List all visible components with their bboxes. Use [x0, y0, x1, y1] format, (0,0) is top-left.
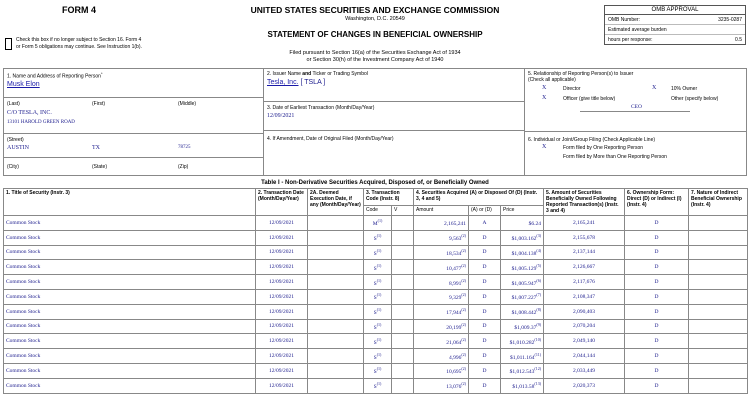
transaction-v: [392, 319, 414, 334]
table-title: Table I - Non-Derivative Securities Acquired, Disposed of, or Beneficially Owned: [261, 180, 489, 186]
transaction-price: $1,003.162$^{(3)}$: [501, 230, 544, 245]
officer-title-underline: [580, 111, 690, 112]
security-title: Common Stock: [4, 260, 256, 275]
officer-label: Officer (give title below): [563, 96, 616, 102]
amount-owned: 2,108,347: [544, 289, 625, 304]
transaction-code: $S^{(1)}$: [364, 334, 392, 349]
transaction-date: 12/09/2021: [256, 275, 308, 290]
owner-label: 10% Owner: [671, 86, 698, 92]
relationship-label: 5. Relationship of Reporting Person(s) to Issuer: [528, 71, 634, 77]
acquired-or-disposed: D: [469, 304, 501, 319]
transaction-amount: 10,695$^{(2)}$: [414, 363, 469, 378]
nature-indirect: [689, 289, 748, 304]
nature-indirect: [689, 230, 748, 245]
table-row: [4, 378, 748, 393]
security-title: Common Stock: [4, 304, 256, 319]
other-label: Other (specify below): [671, 96, 719, 102]
divider: [4, 97, 263, 98]
transaction-code: $S^{(1)}$: [364, 289, 392, 304]
transaction-amount: 18,534$^{(2)}$: [414, 245, 469, 260]
address-line-1: C/O TESLA, INC.: [7, 110, 52, 116]
omb-label: OMB Number:: [608, 16, 640, 23]
transaction-v: [392, 275, 414, 290]
table-row: [4, 289, 748, 304]
deemed-execution-date: [308, 289, 364, 304]
header-amount-owned: 5. Amount of Securities Beneficially Owned Following Reported Transaction(s) (Instr. 3 and 4): [544, 189, 625, 216]
amendment-label: 4. If Amendment, Date of Original Filed (Month/Day/Year): [267, 136, 394, 142]
last-label: (Last): [7, 101, 20, 107]
transaction-amount: 17,944$^{(2)}$: [414, 304, 469, 319]
section16-checkbox[interactable]: [5, 38, 12, 50]
header-nature-indirect: 7. Nature of Indirect Beneficial Ownership (Instr. 4): [689, 189, 748, 216]
city-value: AUSTIN: [7, 145, 29, 151]
security-title: Common Stock: [4, 230, 256, 245]
ownership-form: D: [625, 378, 689, 393]
ownership-form: D: [625, 260, 689, 275]
transaction-v: [392, 349, 414, 364]
divider: [4, 157, 263, 158]
header-price: Price: [501, 205, 544, 215]
omb-label: hours per response:: [608, 36, 653, 43]
nature-indirect: [689, 363, 748, 378]
table-row: [4, 349, 748, 364]
omb-value: 3235-0287: [718, 16, 742, 23]
deemed-execution-date: [308, 230, 364, 245]
omb-title: OMB APPROVAL: [605, 6, 745, 15]
ownership-form: D: [625, 363, 689, 378]
deemed-execution-date: [308, 319, 364, 334]
omb-label: Estimated average burden: [608, 26, 667, 33]
acquired-or-disposed: D: [469, 349, 501, 364]
earliest-transaction-box: [263, 101, 525, 131]
transaction-amount: 10,477$^{(2)}$: [414, 260, 469, 275]
ownership-form: D: [625, 230, 689, 245]
city-label: (City): [7, 164, 19, 170]
nature-indirect: [689, 304, 748, 319]
transaction-price: $6.24: [501, 216, 544, 231]
reporting-person-box: [3, 68, 264, 176]
transaction-amount: 9,563$^{(2)}$: [414, 230, 469, 245]
ownership-form: D: [625, 349, 689, 364]
acquired-or-disposed: A: [469, 216, 501, 231]
form-number: FORM 4: [62, 5, 97, 15]
table-row: [4, 363, 748, 378]
transaction-code: $S^{(1)}$: [364, 378, 392, 393]
acquired-or-disposed: D: [469, 260, 501, 275]
transaction-v: [392, 289, 414, 304]
state-value: TX: [92, 145, 100, 151]
transaction-date: 12/09/2021: [256, 245, 308, 260]
issuer-ticker: [ TSLA ]: [300, 79, 326, 86]
transaction-date: 12/09/2021: [256, 334, 308, 349]
officer-title: CEO: [631, 104, 642, 110]
acquired-or-disposed: D: [469, 245, 501, 260]
transaction-amount: 9,329$^{(2)}$: [414, 289, 469, 304]
header-transaction-date: 2. Transaction Date (Month/Day/Year): [256, 189, 308, 216]
ownership-form: D: [625, 319, 689, 334]
transaction-amount: 2,165,241: [414, 216, 469, 231]
transaction-v: [392, 245, 414, 260]
first-label: (First): [92, 101, 106, 107]
ownership-form: D: [625, 304, 689, 319]
transaction-v: [392, 230, 414, 245]
header-amount: Amount: [414, 205, 469, 215]
omb-value: 0.5: [735, 36, 742, 43]
deemed-execution-date: [308, 304, 364, 319]
security-title: Common Stock: [4, 363, 256, 378]
issuer-label: 2. Issuer Name and Ticker or Trading Symbol: [267, 71, 368, 77]
filed-line-2: or Section 30(h) of the Investment Company Act of 1940: [306, 57, 444, 63]
transaction-date: 12/09/2021: [256, 260, 308, 275]
table-row: [4, 304, 748, 319]
transaction-amount: 4,996$^{(2)}$: [414, 349, 469, 364]
table-row: [4, 275, 748, 290]
statement-title: STATEMENT OF CHANGES IN BENEFICIAL OWNERSHIP: [267, 30, 483, 39]
ownership-form: D: [625, 334, 689, 349]
earliest-transaction-date: 12/09/2021: [267, 113, 295, 119]
omb-row: [605, 35, 745, 44]
ownership-form: D: [625, 216, 689, 231]
security-title: Common Stock: [4, 334, 256, 349]
table-row: [4, 245, 748, 260]
security-title: Common Stock: [4, 349, 256, 364]
transaction-amount: 21,064$^{(2)}$: [414, 334, 469, 349]
security-title: Common Stock: [4, 319, 256, 334]
zip-label: (Zip): [178, 164, 189, 170]
amount-owned: 2,090,403: [544, 304, 625, 319]
address-line-2: 13101 HAROLD GREEN ROAD: [7, 120, 75, 125]
transaction-v: [392, 260, 414, 275]
deemed-execution-date: [308, 245, 364, 260]
amount-owned: 2,155,678: [544, 230, 625, 245]
nature-indirect: [689, 349, 748, 364]
section16-text: Check this box if no longer subject to Section 16. Form 4 or Form 5 obligations may continue. See Instruction 1(b).: [16, 37, 142, 50]
transaction-price: $1,004.138$^{(4)}$: [501, 245, 544, 260]
transaction-price: $1,008.442$^{(8)}$: [501, 304, 544, 319]
middle-label: (Middle): [178, 101, 197, 107]
transaction-code: $S^{(1)}$: [364, 245, 392, 260]
transaction-v: [392, 378, 414, 393]
transaction-code: $S^{(1)}$: [364, 230, 392, 245]
header-code: Code: [364, 205, 392, 215]
transaction-code: $S^{(1)}$: [364, 304, 392, 319]
omb-row: [605, 15, 745, 25]
header-transaction-code: 3. Transaction Code (Instr. 8): [364, 189, 414, 206]
non-derivative-table: [3, 188, 748, 394]
ownership-form: D: [625, 289, 689, 304]
omb-row: [605, 25, 745, 35]
table-row: [4, 260, 748, 275]
filing-label: 6. Individual or Joint/Group Filing (Check Applicable Line): [528, 137, 656, 143]
reporting-person-label: 1. Name and Address of Reporting Person*: [7, 71, 103, 80]
transaction-code: $S^{(1)}$: [364, 260, 392, 275]
header-title-of-security: 1. Title of Security (Instr. 3): [4, 189, 256, 216]
acquired-or-disposed: D: [469, 378, 501, 393]
multi-person-label: Form filed by More than One Reporting Person: [563, 154, 667, 160]
earliest-transaction-label: 3. Date of Earliest Transaction (Month/Day/Year): [267, 105, 375, 111]
amount-owned: 2,070,204: [544, 319, 625, 334]
one-person-label: Form filed by One Reporting Person: [563, 145, 644, 151]
transaction-date: 12/09/2021: [256, 304, 308, 319]
transaction-amount: 8,991$^{(2)}$: [414, 275, 469, 290]
relationship-sublabel: (Check all applicable): [528, 77, 576, 83]
one-person-mark[interactable]: X: [542, 144, 547, 150]
acquired-or-disposed: D: [469, 363, 501, 378]
amount-owned: 2,137,144: [544, 245, 625, 260]
table-body: [4, 216, 748, 394]
transaction-price: $1,010.282$^{(10)}$: [501, 334, 544, 349]
amount-owned: 2,049,140: [544, 334, 625, 349]
deemed-execution-date: [308, 378, 364, 393]
acquired-or-disposed: D: [469, 319, 501, 334]
street-label: (Street): [7, 137, 24, 143]
amount-owned: 2,165,241: [544, 216, 625, 231]
transaction-price: $1,011.164$^{(11)}$: [501, 349, 544, 364]
transaction-v: [392, 216, 414, 231]
table-row: [4, 216, 748, 231]
agency-name: UNITED STATES SECURITIES AND EXCHANGE COMMISSION: [250, 5, 500, 15]
table-row: [4, 230, 748, 245]
state-label: (State): [92, 164, 108, 170]
acquired-or-disposed: D: [469, 275, 501, 290]
security-title: Common Stock: [4, 245, 256, 260]
officer-mark[interactable]: X: [542, 95, 547, 101]
ownership-form: D: [625, 275, 689, 290]
owner-mark[interactable]: X: [652, 85, 657, 91]
nature-indirect: [689, 334, 748, 349]
ownership-form: D: [625, 245, 689, 260]
deemed-execution-date: [308, 363, 364, 378]
security-title: Common Stock: [4, 378, 256, 393]
acquired-or-disposed: D: [469, 289, 501, 304]
transaction-date: 12/09/2021: [256, 289, 308, 304]
transaction-price: $1,013.58$^{(13)}$: [501, 378, 544, 393]
transaction-amount: 20,199$^{(2)}$: [414, 319, 469, 334]
filed-pursuant: [240, 50, 510, 64]
transaction-date: 12/09/2021: [256, 216, 308, 231]
security-title: Common Stock: [4, 289, 256, 304]
amount-owned: 2,126,667: [544, 260, 625, 275]
security-title: Common Stock: [4, 275, 256, 290]
security-title: Common Stock: [4, 216, 256, 231]
amount-owned: 2,020,373: [544, 378, 625, 393]
transaction-date: 12/09/2021: [256, 349, 308, 364]
transaction-code: $S^{(1)}$: [364, 363, 392, 378]
filing-box: [524, 131, 747, 176]
transaction-code: $S^{(1)}$: [364, 275, 392, 290]
nature-indirect: [689, 275, 748, 290]
agency-block: [240, 5, 510, 22]
deemed-execution-date: [308, 275, 364, 290]
transaction-price: $1,012.543$^{(12)}$: [501, 363, 544, 378]
transaction-price: $1,005.947$^{(6)}$: [501, 275, 544, 290]
transaction-price: $1,005.129$^{(5)}$: [501, 260, 544, 275]
acquired-or-disposed: D: [469, 230, 501, 245]
header-ownership-form: 6. Ownership Form: Direct (D) or Indirect (I) (Instr. 4): [625, 189, 689, 216]
header-v: V: [392, 205, 414, 215]
agency-location: Washington, D.C. 20549: [345, 16, 405, 22]
director-label: Director: [563, 86, 581, 92]
nature-indirect: [689, 319, 748, 334]
nature-indirect: [689, 260, 748, 275]
deemed-execution-date: [308, 349, 364, 364]
nature-indirect: [689, 216, 748, 231]
deemed-execution-date: [308, 260, 364, 275]
amount-owned: 2,033,449: [544, 363, 625, 378]
table-row: [4, 319, 748, 334]
transaction-v: [392, 334, 414, 349]
transaction-date: 12/09/2021: [256, 363, 308, 378]
transaction-v: [392, 363, 414, 378]
transaction-code: $S^{(1)}$: [364, 319, 392, 334]
table-row: [4, 334, 748, 349]
amount-owned: 2,044,144: [544, 349, 625, 364]
transaction-code: $S^{(1)}$: [364, 349, 392, 364]
transaction-date: 12/09/2021: [256, 319, 308, 334]
director-mark[interactable]: X: [542, 85, 547, 91]
amendment-box: [263, 130, 525, 176]
header-a-or-d: (A) or (D): [469, 205, 501, 215]
header-deemed-execution-date: 2A. Deemed Execution Date, if any (Month/Day/Year): [308, 189, 364, 216]
transaction-amount: 13,076$^{(2)}$: [414, 378, 469, 393]
zip-value: 78725: [178, 145, 191, 150]
deemed-execution-date: [308, 216, 364, 231]
transaction-v: [392, 304, 414, 319]
transaction-date: 12/09/2021: [256, 230, 308, 245]
omb-approval-box: [604, 5, 746, 45]
issuer-box: [263, 68, 525, 102]
divider: [4, 133, 263, 134]
transaction-code: $M^{(1)}$: [364, 216, 392, 231]
nature-indirect: [689, 378, 748, 393]
issuer-name-link[interactable]: Tesla, Inc.: [267, 79, 299, 86]
filed-line-1: Filed pursuant to Section 16(a) of the Securities Exchange Act of 1934: [289, 50, 461, 56]
transaction-price: $1,009.37$^{(9)}$: [501, 319, 544, 334]
amount-owned: 2,117,676: [544, 275, 625, 290]
relationship-box: [524, 68, 747, 132]
nature-indirect: [689, 245, 748, 260]
reporting-person-name[interactable]: Musk Elon: [7, 81, 40, 88]
transaction-price: $1,007.227$^{(7)}$: [501, 289, 544, 304]
header-securities-acquired: 4. Securities Acquired (A) or Disposed Of (D) (Instr. 3, 4 and 5): [414, 189, 544, 206]
transaction-date: 12/09/2021: [256, 378, 308, 393]
deemed-execution-date: [308, 334, 364, 349]
issuer-value: [267, 79, 325, 86]
acquired-or-disposed: D: [469, 334, 501, 349]
